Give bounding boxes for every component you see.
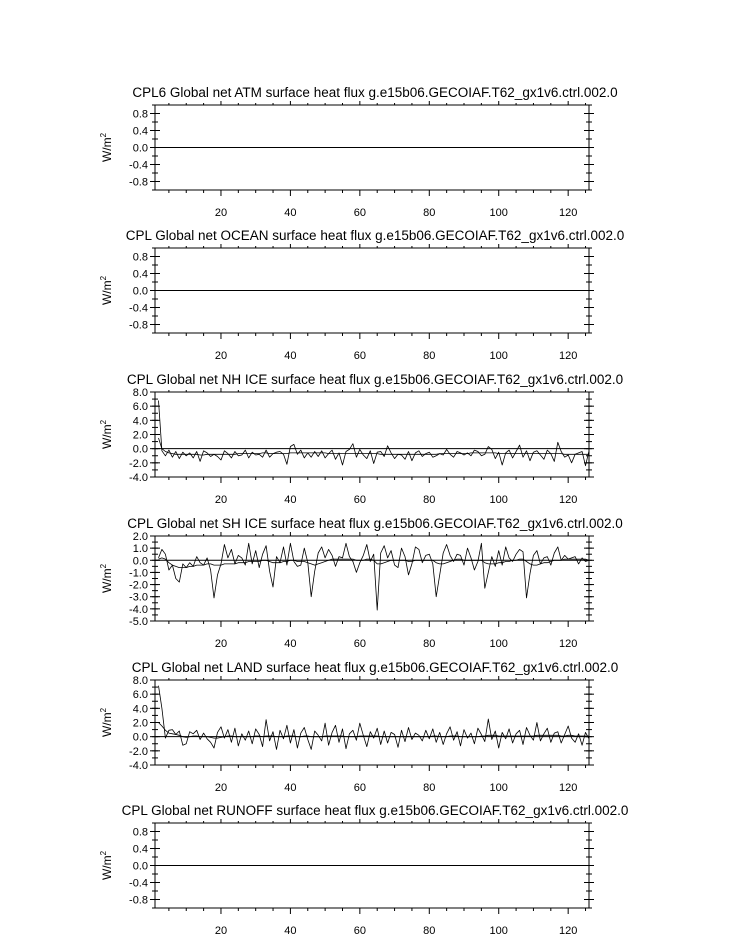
- x-tick-label: 20: [214, 350, 228, 362]
- x-tick-label: 80: [423, 782, 436, 794]
- y-tick-label: -3.0: [129, 591, 148, 604]
- y-tick-label: 2.0: [132, 717, 148, 730]
- y-tick-label: -4.0: [129, 760, 148, 772]
- x-tick-label: 40: [284, 638, 297, 650]
- y-tick-label: -2.0: [129, 457, 148, 470]
- panel-3: [99, 372, 623, 506]
- y-axis-label-superscript: 2: [99, 707, 108, 713]
- x-tick-label: 120: [558, 494, 578, 506]
- x-tick-label: 40: [284, 925, 297, 937]
- plot-frame: [155, 536, 589, 621]
- y-tick-label: 0.8: [132, 108, 148, 121]
- x-tick-label: 100: [489, 494, 508, 506]
- x-tick-label: 60: [353, 638, 366, 650]
- x-tick-label: 120: [558, 207, 578, 219]
- y-axis-label: [99, 132, 114, 162]
- x-tick-label: 80: [423, 207, 436, 219]
- x-tick-label: 20: [214, 207, 228, 219]
- y-tick-label: 1.0: [132, 543, 148, 556]
- x-tick-label: 20: [214, 925, 228, 937]
- y-axis-label: [99, 707, 114, 737]
- panel-title: CPL Global net NH ICE surface heat flux g.e15b06.GECOIAF.T62_gx1v6.ctrl.002.0: [126, 372, 624, 387]
- y-tick-label: 0.8: [132, 826, 148, 839]
- panel-title: CPL Global net SH ICE surface heat flux g.e15b06.GECOIAF.T62_gx1v6.ctrl.002.0: [127, 516, 623, 531]
- y-tick-label: -4.0: [129, 472, 148, 484]
- y-axis-label-superscript: 2: [99, 132, 108, 138]
- y-tick-label: 0.0: [132, 731, 148, 744]
- y-tick-label: -4.0: [129, 603, 148, 616]
- y-axis-label-unit: W/m: [100, 855, 114, 881]
- y-tick-label: 0.8: [132, 251, 148, 264]
- x-tick-label: 120: [558, 782, 578, 794]
- y-tick-label: 0.0: [132, 443, 148, 456]
- series-line-2: [159, 723, 590, 739]
- y-tick-label: -0.4: [129, 877, 148, 890]
- series-line-1: [159, 401, 590, 466]
- y-tick-label: 2.0: [132, 429, 148, 442]
- series-line-1: [159, 543, 590, 610]
- x-tick-label: 120: [558, 638, 578, 650]
- y-axis-label: [99, 850, 114, 880]
- y-axis-label-unit: W/m: [100, 712, 114, 738]
- y-tick-label: -2.0: [129, 579, 148, 592]
- x-tick-label: 100: [489, 207, 508, 219]
- x-tick-label: 100: [489, 925, 508, 937]
- x-tick-label: 100: [489, 350, 508, 362]
- y-axis-label-unit: W/m: [100, 137, 114, 163]
- x-tick-label: 60: [353, 207, 366, 219]
- y-tick-label: 0.0: [132, 555, 148, 568]
- y-axis-label-unit: W/m: [100, 424, 114, 450]
- x-tick-label: 40: [284, 207, 297, 219]
- x-tick-label: 40: [284, 350, 297, 362]
- x-tick-label: 80: [423, 638, 436, 650]
- panel-5: [99, 660, 618, 794]
- y-axis-label-superscript: 2: [99, 563, 108, 569]
- y-tick-label: 6.0: [132, 401, 148, 414]
- y-tick-label: 4.0: [132, 415, 148, 428]
- y-tick-label: -0.4: [129, 302, 148, 315]
- y-tick-label: -2.0: [129, 745, 148, 758]
- panel-title: CPL Global net OCEAN surface heat flux g.e15b06.GECOIAF.T62_gx1v6.ctrl.002.0: [125, 228, 625, 243]
- panel-2: [99, 228, 624, 362]
- x-tick-label: 60: [353, 782, 366, 794]
- panel-title: CPL Global net RUNOFF surface heat flux g.e15b06.GECOIAF.T62_gx1v6.ctrl.002.0: [121, 803, 629, 818]
- series-line-2: [159, 438, 590, 455]
- y-tick-label: 8.0: [132, 675, 148, 687]
- x-tick-label: 20: [214, 782, 228, 794]
- x-tick-label: 80: [423, 494, 436, 506]
- x-tick-label: 80: [423, 350, 436, 362]
- y-axis-label: [99, 419, 114, 449]
- y-tick-label: -0.4: [129, 159, 148, 172]
- y-tick-label: -0.8: [129, 176, 148, 189]
- x-tick-label: 60: [353, 925, 366, 937]
- x-tick-label: 120: [558, 925, 578, 937]
- y-tick-label: -5.0: [129, 616, 148, 628]
- x-tick-label: 40: [284, 782, 297, 794]
- y-tick-label: 0.4: [132, 268, 148, 281]
- y-tick-label: 0.4: [132, 125, 148, 138]
- y-tick-label: 4.0: [132, 703, 148, 716]
- y-axis-label-unit: W/m: [100, 280, 114, 306]
- panel-title: CPL Global net LAND surface heat flux g.e15b06.GECOIAF.T62_gx1v6.ctrl.002.0: [131, 660, 619, 675]
- y-axis-label-superscript: 2: [99, 419, 108, 425]
- x-tick-label: 20: [214, 638, 228, 650]
- x-tick-label: 120: [558, 350, 578, 362]
- y-tick-label: -0.8: [129, 894, 148, 907]
- y-tick-label: 6.0: [132, 689, 148, 702]
- x-tick-label: 100: [489, 638, 508, 650]
- x-tick-label: 100: [489, 782, 508, 794]
- panel-4: [99, 516, 623, 650]
- y-tick-label: 0.4: [132, 843, 148, 856]
- series-line-1: [159, 686, 590, 750]
- y-axis-label: [99, 275, 114, 305]
- y-axis-label: [99, 563, 114, 593]
- y-axis-label-unit: W/m: [100, 568, 114, 594]
- y-axis-label-superscript: 2: [99, 275, 108, 281]
- x-tick-label: 80: [423, 925, 436, 937]
- y-tick-label: 0.0: [132, 285, 148, 298]
- y-tick-label: 0.0: [132, 142, 148, 155]
- y-axis-label-superscript: 2: [99, 850, 108, 856]
- x-tick-label: 60: [353, 350, 366, 362]
- y-tick-label: -0.8: [129, 319, 148, 332]
- panel-title: CPL6 Global net ATM surface heat flux g.e15b06.GECOIAF.T62_gx1v6.ctrl.002.0: [132, 85, 618, 100]
- x-tick-label: 40: [284, 494, 297, 506]
- plot-frame: [155, 392, 589, 477]
- plot-frame: [155, 680, 589, 765]
- y-tick-label: 0.0: [132, 860, 148, 873]
- x-tick-label: 60: [353, 494, 366, 506]
- panel-6: [99, 803, 628, 937]
- y-tick-label: 8.0: [132, 387, 148, 399]
- panel-1: [99, 85, 618, 219]
- x-tick-label: 20: [214, 494, 228, 506]
- y-tick-label: -1.0: [129, 567, 148, 580]
- y-tick-label: 2.0: [132, 531, 148, 543]
